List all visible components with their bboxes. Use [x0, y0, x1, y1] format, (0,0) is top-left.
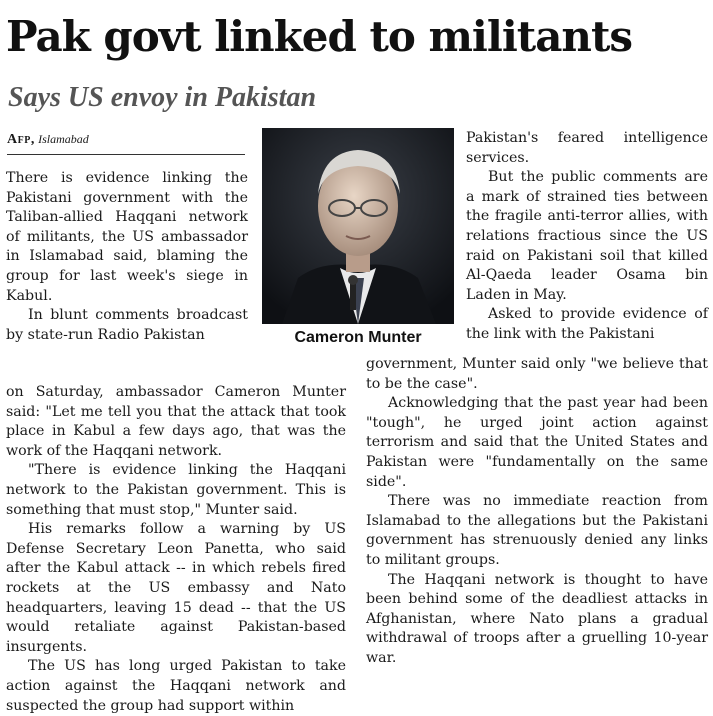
dateline-place: Islamabad — [38, 132, 89, 146]
paragraph: But the public comments are a mark of strained ties between the fragile anti-terror allies, with relations fractious since the US raid on Pakistani soil that killed Al-Qaeda leader Osama bin Laden in May. — [466, 169, 708, 303]
paragraph: His remarks follow a warning by US Defense Secretary Leon Panetta, who said after the Kabul attack -- in which rebels fired rockets at the US embassy and Nato headquarters, leaving 15 dead -- that the US would retaliate against Pakistan-based insurgents. — [6, 521, 346, 655]
paragraph: on Saturday, ambassador Cameron Munter said: "Let me tell you that the attack that took place in Kabul a few days ago, that was the work of the Haqqani network. — [6, 384, 346, 459]
column-right-top — [466, 129, 708, 345]
paragraph: There was no immediate reaction from Islamabad to the allegations but the Pakistani government has strenuously denied any links to militant groups. — [366, 493, 708, 568]
byline-rule — [7, 154, 245, 155]
agency-name: Afp, — [7, 132, 35, 147]
paragraph: Pakistan's feared intelligence services. — [466, 130, 708, 166]
paragraph: Asked to provide evidence of the link with the Pakistani — [466, 306, 708, 342]
byline — [7, 130, 89, 149]
column-left-top — [6, 169, 248, 345]
paragraph: The US has long urged Pakistan to take action against the Haqqani network and suspected the group had support within — [6, 658, 346, 714]
headline: Pak govt linked to militants — [6, 12, 632, 61]
portrait-illustration — [262, 128, 454, 324]
column-left-bottom — [6, 383, 346, 716]
subheadline: Says US envoy in Pakistan — [8, 82, 317, 113]
paragraph: "There is evidence linking the Haqqani network to the Pakistan government. This is something that must stop," Munter said. — [6, 462, 346, 518]
paragraph: government, Munter said only "we believe that to be the case". — [366, 356, 708, 392]
portrait-photo — [262, 128, 454, 324]
paragraph: Acknowledging that the past year had been "tough", he urged joint action against terrorism and said that the United States and Pakistan were "fundamentally on the same side". — [366, 395, 708, 490]
paragraph: There is evidence linking the Pakistani government with the Taliban-allied Haqqani network of militants, the US ambassador in Islamabad said, blaming the group for last week's siege in Kabul. — [6, 170, 248, 304]
photo-caption: Cameron Munter — [294, 329, 422, 346]
column-right-bottom — [366, 355, 708, 669]
paragraph: In blunt comments broadcast by state-run Radio Pakistan — [6, 307, 248, 343]
paragraph: The Haqqani network is thought to have been behind some of the deadliest attacks in Afghanistan, where Nato plans a gradual withdrawal of troops after a gruelling 10-year war. — [366, 571, 708, 666]
